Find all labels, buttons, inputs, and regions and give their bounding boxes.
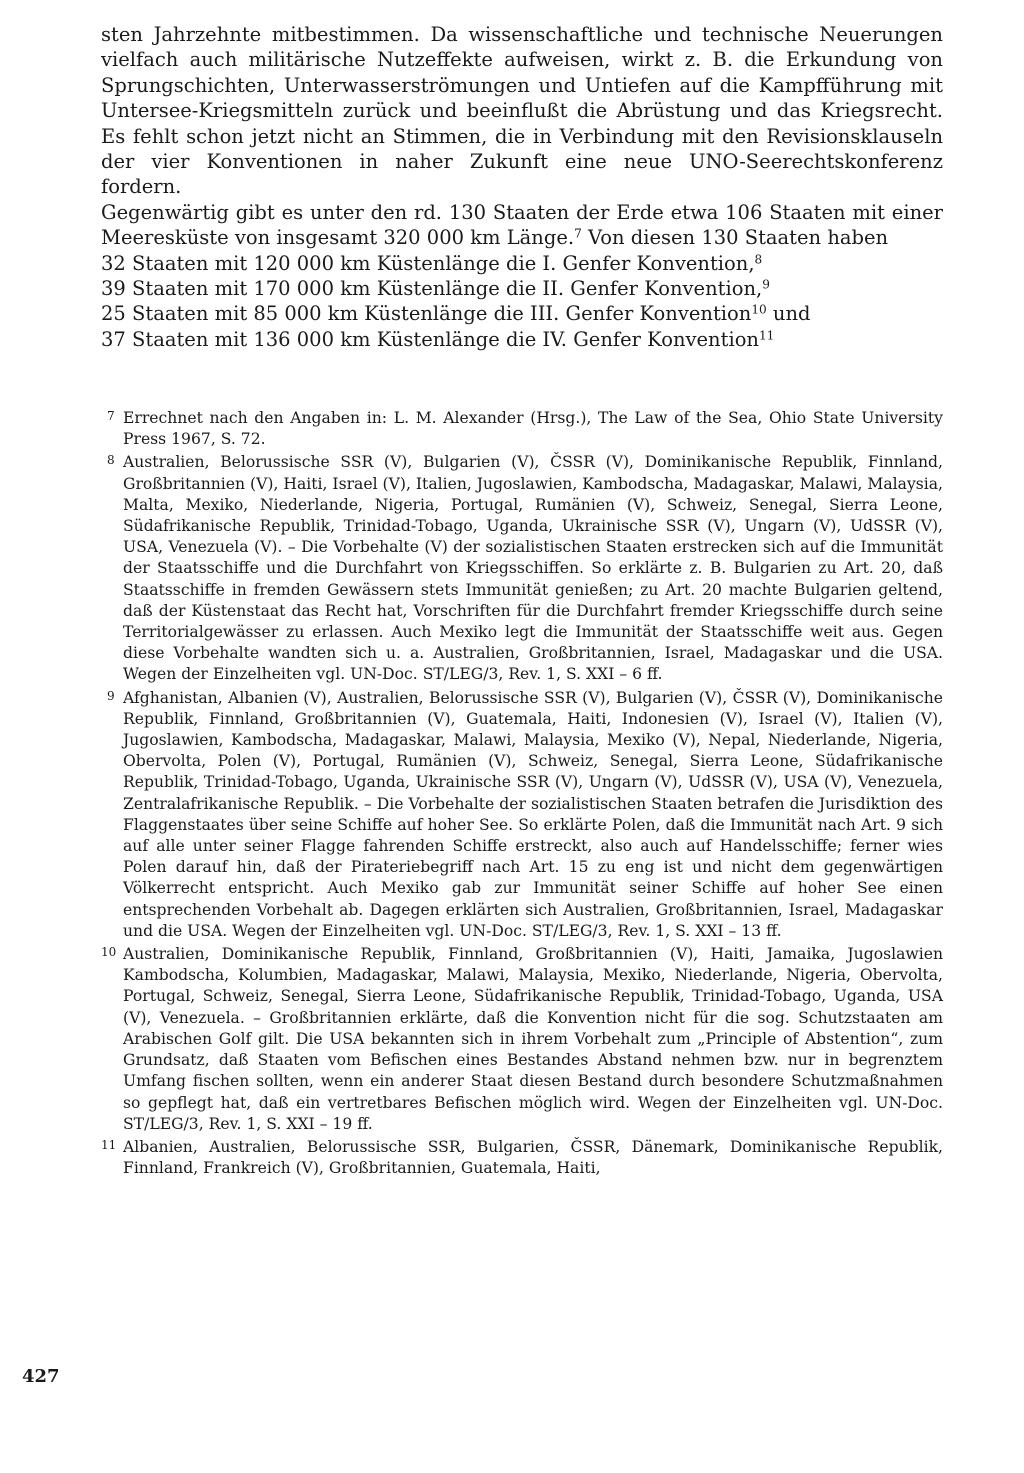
footnote-number: 9: [107, 688, 115, 703]
convention-text: 39 Staaten mit 170 000 km Küstenlänge die II. Genfer Konvention,: [101, 277, 763, 301]
footnote-text: Albanien, Australien, Belorussische SSR, Bulgarien, ČSSR, Dänemark, Dominikanische Republik, Finnland, Frankreich (V), Großbritannien, Guatemala, Haiti,: [123, 1137, 943, 1178]
paragraph-1: sten Jahrzehnte mitbestimmen. Da wissenschaftliche und technische Neuerungen vielfach auch militärische Nutzeffekte aufweisen, wirkt z. B. die Erkundung von Sprungschichten, Unterwasserströmungen und Untiefen auf die Kampfführung mit Untersee-Kriegsmitteln zurück und beeinflußt die Abrüstung und das Kriegsrecht. Es fehlt schon jetzt nicht an Stimmen, die in Verbindung mit den Revisionsklauseln der vier Konventionen in naher Zukunft eine neue UNO-Seerechtskonferenz fordern.: [101, 23, 943, 199]
footnote-ref-10[interactable]: 10: [751, 302, 767, 317]
footnote-number: 11: [101, 1137, 117, 1152]
footnote-8: [101, 452, 943, 685]
paragraph-2-text-b: Von diesen 130 Staaten haben: [581, 226, 889, 250]
main-text: [101, 22, 943, 352]
footnote-10: [101, 944, 943, 1135]
footnote-text: Errechnet nach den Angaben in: L. M. Alexander (Hrsg.), The Law of the Sea, Ohio State University Press 1967, S. 72.: [123, 409, 943, 449]
page-number: 427: [22, 1366, 60, 1387]
footnote-text: Afghanistan, Albanien (V), Australien, Belorussische SSR (V), Bulgarien (V), ČSSR (V), Dominikanische Republik, Finnland, Großbritannien (V), Guatemala, Haiti, Indonesien (V), Israel (V), Italien (V), Jugoslawien, Kambodscha, Madagaskar, Malawi, Malaysia, Mexiko (V), Nepal, Niederlande, Nigeria, Obervolta, Polen (V), Portugal, Rumänien (V), Schweiz, Senegal, Sierra Leone, Südafrikanische Republik, Trinidad-Tobago, Uganda, Ukrainische SSR (V), Ungarn (V), UdSSR (V), USA (V), Venezuela, Zentralafrikanische Republik. – Die Vorbehalte der sozialistischen Staaten betrafen die Jurisdiktion des Flaggenstaates über seine Schiffe auf hoher See. So erklärte Polen, daß die Immunität nach Art. 9 sich auf alle unter seiner Flagge fahrenden Schiffe erstreckt, also auch auf Handelsschiffe; ferner wies Polen darauf hin, daß der Pirateriebegriff nach Art. 15 zu eng ist und nicht dem gegenwärtigen Völkerrecht entspricht. Auch Mexiko gab zur Immunität seiner Schiffe auf hoher See einen entsprechenden Vorbehalt ab. Dagegen erklärten sich Australien, Großbritannien, Israel, Madagaskar und die USA. Wegen der Einzelheiten vgl. UN-Doc. ST/LEG/3, Rev. 1, S. XXI – 13 ff.: [123, 688, 943, 940]
footnote-number: 7: [107, 409, 115, 423]
convention-list: [101, 251, 943, 353]
footnote-9: [101, 688, 943, 942]
footnote-text: Australien, Dominikanische Republik, Finnland, Großbritannien (V), Haiti, Jamaika, Jugoslawien Kambodscha, Kolumbien, Madagaskar, Malawi, Malaysia, Mexiko, Niederlande, Nigeria, Obervolta, Portugal, Schweiz, Senegal, Sierra Leone, Südafrikanische Republik, Trinidad-Tobago, Uganda, USA (V), Venezuela. – Großbritannien erklärte, daß die Konvention nicht für die sog. Schutzstaaten am Arabischen Golf gilt. Die USA bekannten sich in ihrem Vorbehalt zum „Principle of Abstention“, zum Grundsatz, daß Staaten vom Befischen eines Bestandes Abstand nehmen bzw. nur in begrenztem Umfang fischen sollten, wenn ein anderer Staat diesen Bestand durch besondere Schutzmaßnahmen so gepflegt hat, daß ein vertretbares Befischen möglich wird. Wegen der Einzelheiten vgl. UN-Doc. ST/LEG/3, Rev. 1, S. XXI – 19 ff.: [123, 945, 943, 1133]
convention-line-2: [101, 276, 943, 301]
paragraph-2-text-a: Gegenwärtig gibt es unter den rd. 130 Staaten der Erde etwa 106 Staaten mit einer Meeresküste von insgesamt 320 000 km Länge.: [101, 200, 943, 250]
footnote-ref-8[interactable]: 8: [754, 252, 763, 267]
convention-tail: und: [766, 302, 811, 326]
footnote-ref-11[interactable]: 11: [759, 328, 775, 343]
convention-text: 25 Staaten mit 85 000 km Küstenlänge die III. Genfer Konvention: [101, 302, 752, 326]
footnote-number: 10: [101, 945, 117, 960]
footnote-7: [101, 408, 943, 450]
footnote-number: 8: [107, 453, 115, 468]
footnote-text: Australien, Belorussische SSR (V), Bulgarien (V), ČSSR (V), Dominikanische Republik, Finnland, Großbritannien (V), Haiti, Israel (V), Italien, Jugoslawien, Kambodscha, Madagaskar, Malawi, Malaysia, Malta, Mexiko, Niederlande, Nigeria, Portugal, Rumänien (V), Schweiz, Senegal, Sierra Leone, Südafrikanische Republik, Trinidad-Tobago, Uganda, Ukrainische SSR (V), Ungarn (V), UdSSR (V), USA, Venezuela (V). – Die Vorbehalte (V) der sozialistischen Staaten erstrecken sich auf die Immunität der Staatsschiffe und die Durchfahrt von Kriegsschiffen. So erklärte z. B. Bulgarien zu Art. 20, daß Staatsschiffe in fremden Gewässern stets Immunität genießen; zu Art. 20 machte Bulgarien geltend, daß der Küstenstaat das Recht hat, Vorschriften für die Durchfahrt fremder Kriegsschiffe durch seine Territorialgewässer zu erlassen. Auch Mexiko legt die Immunität der Staatsschiffe weit aus. Gegen diese Vorbehalte wandten sich u. a. Australien, Großbritannien, Israel, Madagaskar und die USA. Wegen der Einzelheiten vgl. UN-Doc. ST/LEG/3, Rev. 1, S. XXI – 6 ff.: [123, 453, 943, 684]
convention-line-4: [101, 327, 943, 352]
footnotes: [101, 408, 943, 1181]
footnote-ref-7[interactable]: 7: [574, 226, 582, 241]
convention-text: 37 Staaten mit 136 000 km Küstenlänge die IV. Genfer Konvention: [101, 327, 759, 351]
convention-line-1: [101, 251, 943, 276]
convention-text: 32 Staaten mit 120 000 km Küstenlänge die I. Genfer Konvention,: [101, 251, 755, 275]
footnote-ref-9[interactable]: 9: [762, 277, 770, 292]
footnote-11: [101, 1137, 943, 1179]
paragraph-2: [101, 200, 943, 251]
convention-line-3: [101, 301, 943, 326]
